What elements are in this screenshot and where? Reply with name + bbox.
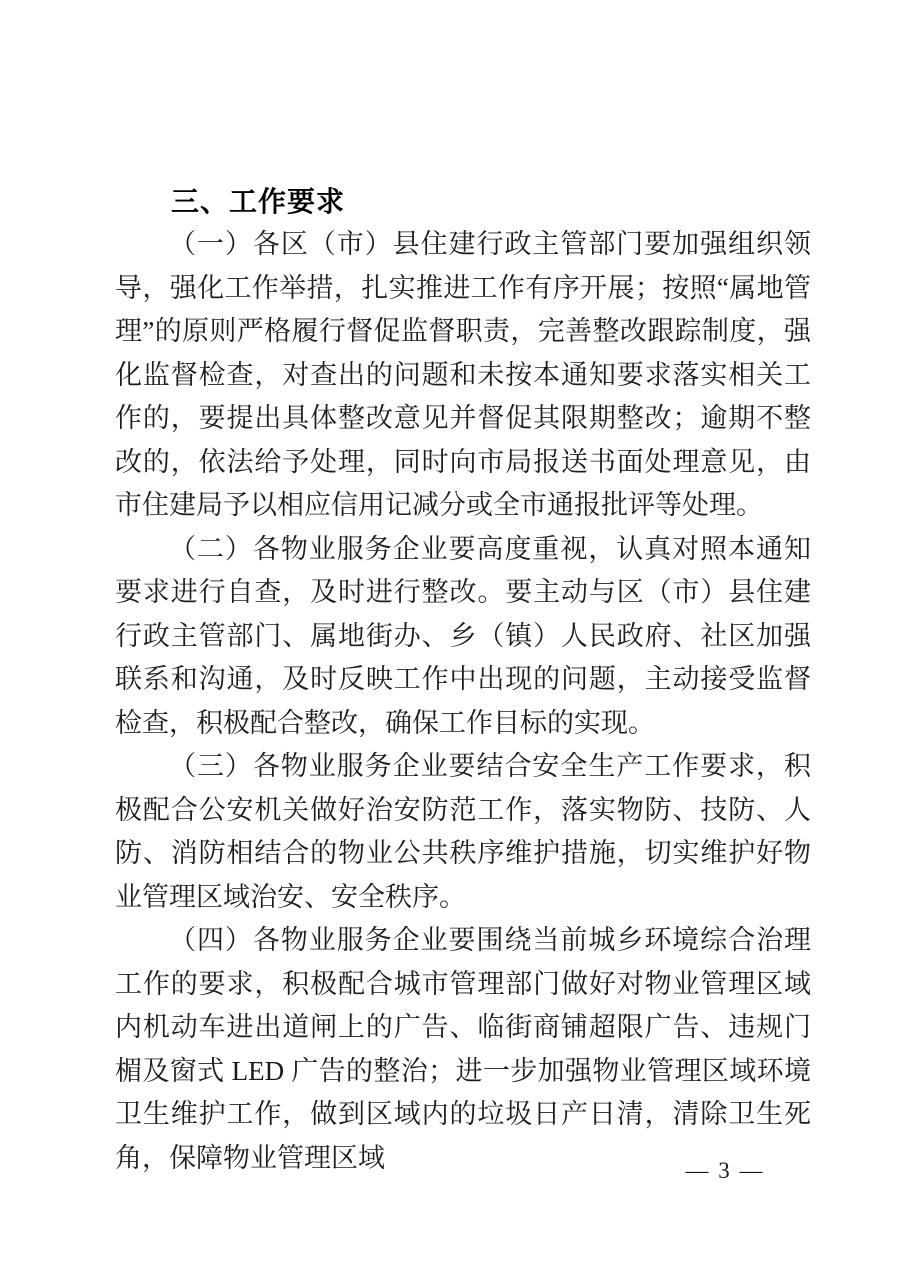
section-heading: 三、工作要求 — [171, 186, 346, 217]
document-body — [115, 180, 811, 1180]
paragraph-1: （一）各区（市）县住建行政主管部门要加强组织领导，强化工作举措，扎实推进工作有序开展；按照“属地管理”的原则严格履行督促监督职责，完善整改跟踪制度，强化监督检查，对查出的问题和未按本通知要求落实相关工作的，要提出具体整改意见并督促其限期整改；逾期不整改的，依法给予处理，同时向市局报送书面处理意见，由市住建局予以相应信用记减分或全市通报批评等处理。 — [115, 229, 811, 520]
paragraph-4: （四）各物业服务企业要围绕当前城乡环境综合治理工作的要求，积极配合城市管理部门做好对物业管理区域内机动车进出道闸上的广告、临街商铺超限广告、违规门楣及窗式 LED 广告的整治；进一步加强物业管理区域环境卫生维护工作，做到区域内的垃圾日产日清，清除卫生死角，保障物业管理区域 — [115, 925, 811, 1173]
paragraph-3: （三）各物业服务企业要结合安全生产工作要求，积极配合公安机关做好治安防范工作，落实物防、技防、人防、消防相结合的物业公共秩序维护措施，切实维护好物业管理区域治安、安全秩序。 — [115, 751, 811, 912]
paragraph-block — [115, 223, 811, 1180]
page-number: — 3 — — [685, 1158, 765, 1183]
paragraph-2: （二）各物业服务企业要高度重视，认真对照本通知要求进行自查，及时进行整改。要主动与区（市）县住建行政主管部门、属地街办、乡（镇）人民政府、社区加强联系和沟通，及时反映工作中出现的问题，主动接受监督检查，积极配合整改，确保工作目标的实现。 — [115, 533, 811, 738]
